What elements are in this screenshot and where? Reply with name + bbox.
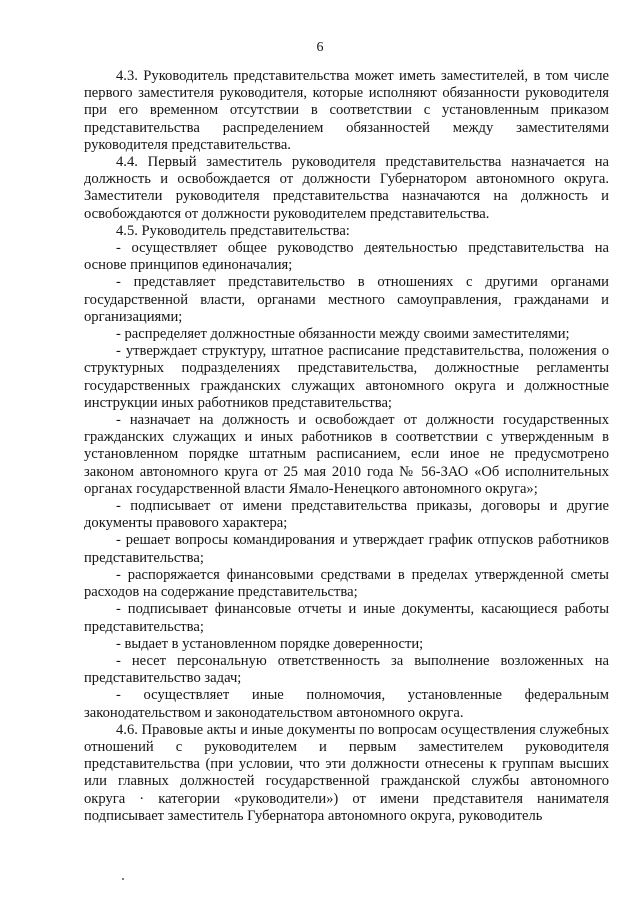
list-item-general-management: - осуществляет общее руководство деятельностью представительства на основе принципов единоначалия; xyxy=(84,240,609,274)
paragraph-4-5-heading: 4.5. Руководитель представительства: xyxy=(116,222,350,239)
list-item-power-of-attorney: - выдает в установленном порядке доверенности; xyxy=(116,635,424,652)
paragraph-4-3: 4.3. Руководитель представительства может иметь заместителей, в том числе первого заместителя руководителя, которые исполняют обязанности руководителя при его временном отсутствии в соответствии с установленным приказом представительства распределением обязанностей между заместителями руководителя представительства. xyxy=(84,68,609,153)
list-item-finances: - распоряжается финансовыми средствами в пределах утвержденной сметы расходов на содержание представительства; xyxy=(84,566,609,601)
list-item-appointment: - назначает на должность и освобождает от должности государственных гражданских служащих и иных работников в соответствии с утвержденным в установленном порядке штатным расписанием, если иное не предусмотрено законом автономного круга от 25 мая 2010 года № 56-ЗАО «Об исполнительных органах государственной власти Ямало-Ненецкого автономного округа»; xyxy=(84,412,609,497)
list-item-financial-reports: - подписывает финансовые отчеты и иные документы, касающиеся работы представительства; xyxy=(84,601,609,635)
list-item-structure-approval: - утверждает структуру, штатное расписание представительства, положения о структурных подразделениях представительства, должностные регламенты государственных гражданских служащих автономного округа и должностные инструкции иных работников представительства; xyxy=(84,343,609,411)
paragraph-4-6: 4.6. Правовые акты и иные документы по вопросам осуществления служебных отношений с руководителем и первым заместителем руководителя представительства (при условии, что эти должности отнесены к группам высших или главных должностей государственной гражданской службы автономного округа · категории «руководители») от имени представителя нанимателя подписывает заместитель Губернатора автономного округа, руководитель xyxy=(84,721,609,824)
list-item-responsibility: - несет персональную ответственность за выполнение возложенных на представительство задач; xyxy=(84,652,609,687)
document-body xyxy=(84,68,609,825)
list-item-business-trips: - решает вопросы командирования и утверждает график отпусков работников представительства; xyxy=(84,532,609,566)
list-item-signing-orders: - подписывает от имени представительства приказы, договоры и другие документы правового характера; xyxy=(84,498,609,532)
list-item-duty-distribution: - распределяет должностные обязанности между своими заместителями; xyxy=(116,326,570,343)
paragraph-4-4: 4.4. Первый заместитель руководителя представительства назначается на должность и освобождается от должности Губернатором автономного округа. Заместители руководителя представительства назначаются на должность и освобождаются от должности руководителем представительства. xyxy=(84,154,609,222)
scan-artifact-dot xyxy=(122,878,124,880)
list-item-representation: - представляет представительство в отношениях с другими органами государственной власти, органами местного самоуправления, гражданами и организациями; xyxy=(84,274,609,325)
page-number: 6 xyxy=(316,40,324,55)
list-item-other-powers: - осуществляет иные полномочия, установленные федеральным законодательством и законодательством автономного округа. xyxy=(84,687,609,721)
